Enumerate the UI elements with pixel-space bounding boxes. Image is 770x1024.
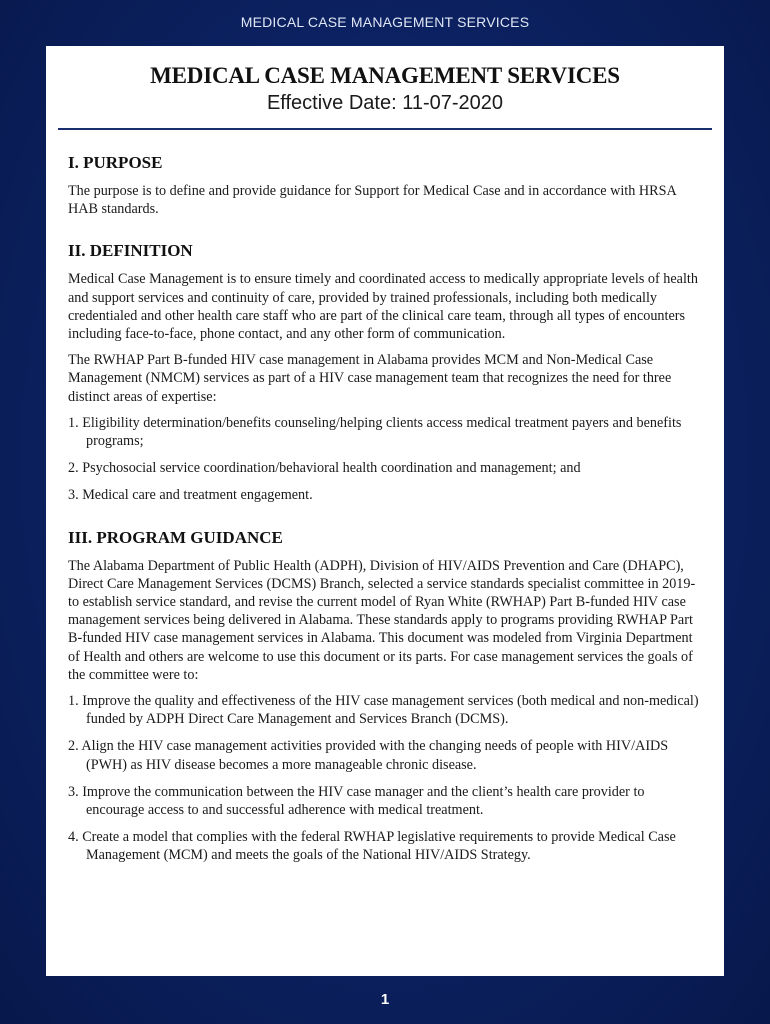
list-item: 1. Eligibility determination/benefits counseling/helping clients access medical treatment payers and benefits programs; — [68, 414, 682, 450]
running-header: MEDICAL CASE MANAGEMENT SERVICES — [240, 14, 530, 30]
section-paragraph: Medical Case Management is to ensure timely and coordinated access to medically appropriate levels of health and support services and continuity of care, provided by trained professionals, including both medically credentialed and other health care staff who are part of the clinical care team, through all types of encounters including face-to-face, phone contact, and any other form of communication. — [68, 271, 698, 343]
list-item: 3. Medical care and treatment engagement. — [68, 487, 313, 504]
section-definition — [68, 240, 702, 504]
document-title: MEDICAL CASE MANAGEMENT SERVICES — [150, 63, 620, 88]
list-item: 4. Create a model that complies with the federal RWHAP legislative requirements to provide Medical Case Management (MCM) and meets the goals of the National HIV/AIDS Strategy. — [68, 829, 676, 864]
section-program-guidance — [68, 527, 702, 865]
effective-date: Effective Date: 11-07-2020 — [266, 92, 504, 114]
list-item: 2. Align the HIV case management activities provided with the changing needs of people with HIV/AIDS (PWH) as HIV disease becomes a more manageable chronic disease. — [68, 738, 669, 773]
section-heading: II. DEFINITION — [68, 241, 193, 261]
section-heading: I. PURPOSE — [68, 153, 163, 172]
list-item: 3. Improve the communication between the HIV case manager and the client’s health care provider to encourage access to and successful adherence with medical treatment. — [68, 783, 645, 819]
list-item: 2. Psychosocial service coordination/behavioral health coordination and management; and — [68, 460, 581, 477]
title-divider — [58, 128, 712, 130]
expertise-list — [68, 414, 702, 505]
section-paragraph: The purpose is to define and provide guidance for Support for Medical Case and in accordance with HRSA HAB standards. — [68, 183, 676, 218]
section-heading: III. PROGRAM GUIDANCE — [68, 527, 283, 547]
page-number: 1 — [380, 991, 390, 1008]
list-item: 1. Improve the quality and effectiveness of the HIV case management services (both medical and non-medical) funded by ADPH Direct Care Management and Services Branch (DCMS). — [68, 693, 699, 728]
document-page — [46, 46, 724, 976]
section-paragraph: The Alabama Department of Public Health (ADPH), Division of HIV/AIDS Prevention and Care (DHAPC), Direct Care Management Services (DCMS) Branch, selected a service standards specialist committee in 2019- to establish service standard, and revise the current model of Ryan White (RWHAP) Part B-funded HIV case management services being delivered in Alabama. These standards apply to programs providing RWHAP Part B-funded HIV case management services in Alabama. This document was modeled from Virginia Department of Health and others are welcome to use this document or its parts. For case management services the goals of the committee were to: — [68, 557, 696, 683]
section-paragraph: The RWHAP Part B-funded HIV case management in Alabama provides MCM and Non-Medical Case Management (NMCM) services as part of a HIV case management team that recognizes the need for three distinct areas of expertise: — [68, 352, 672, 405]
goals-list — [68, 692, 702, 865]
section-purpose — [68, 152, 702, 218]
